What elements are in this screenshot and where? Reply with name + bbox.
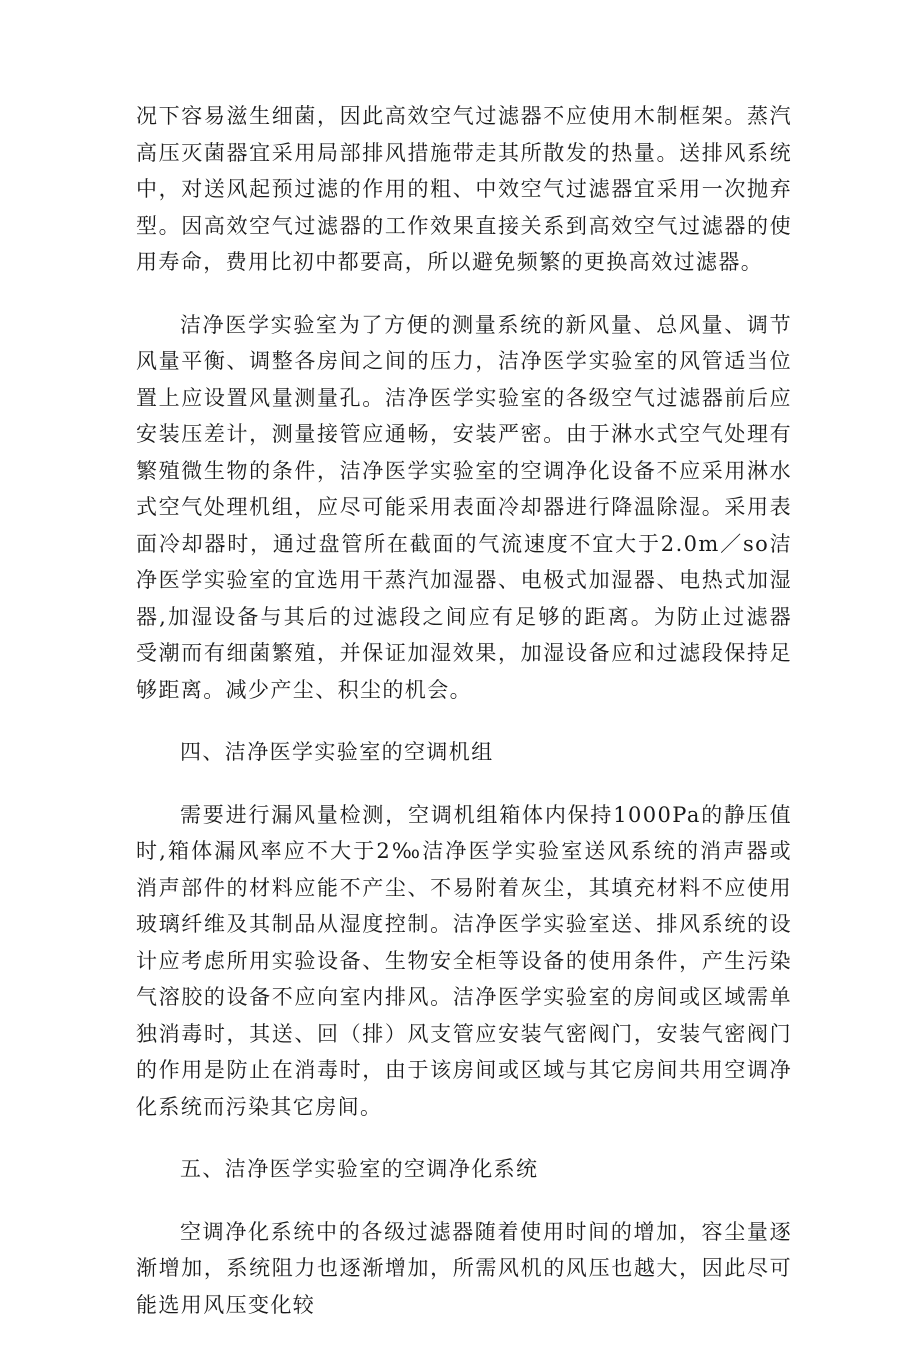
paragraph-continuation: 况下容易滋生细菌，因此高效空气过滤器不应使用木制框架。蒸汽高压灭菌器宜采用局部排风措施带走其所散发的热量。送排风系统中，对送风起预过滤的作用的粗、中效空气过滤器宜采用一次抛弃型。因高效空气过滤器的工作效果直接关系到高效空气过滤器的使用寿命，费用比初中都要高，所以避免频繁的更换高效过滤器。 bbox=[136, 104, 792, 274]
document-body bbox=[136, 98, 792, 1349]
paragraph-purification-system: 空调净化系统中的各级过滤器随着使用时间的增加，容尘量逐渐增加，系统阻力也逐渐增加，所需风机的风压也越大，因此尽可能选用风压变化较 bbox=[136, 1219, 792, 1317]
section-heading-4: 四、洁净医学实验室的空调机组 bbox=[180, 740, 494, 764]
paragraph-air-handling-unit: 需要进行漏风量检测，空调机组箱体内保持1000Pa的静压值时,箱体漏风率应不大于2‰洁净医学实验室送风系统的消声器或消声部件的材料应能不产尘、不易附着灰尘，其填充材料不应使用玻璃纤维及其制品从湿度控制。洁净医学实验室送、排风系统的设计应考虑所用实验设备、生物安全柜等设备的使用条件，产生污染气溶胶的设备不应向室内排风。洁净医学实验室的房间或区域需单独消毒时，其送、回（排）风支管应安装气密阀门，安装气密阀门的作用是防止在消毒时，由于该房间或区域与其它房间共用空调净化系统而污染其它房间。 bbox=[136, 802, 792, 1119]
section-heading-5: 五、洁净医学实验室的空调净化系统 bbox=[180, 1157, 539, 1181]
paragraph-measurement: 洁净医学实验室为了方便的测量系统的新风量、总风量、调节风量平衡、调整各房间之间的压力，洁净医学实验室的风管适当位置上应设置风量测量孔。洁净医学实验室的各级空气过滤器前后应安装压差计，测量接管应通畅，安装严密。由于淋水式空气处理有繁殖微生物的条件，洁净医学实验室的空调净化设备不应采用淋水式空气处理机组，应尽可能采用表面冷却器进行降温除湿。采用表面冷却器时，通过盘管所在截面的气流速度不宜大于2.0m／so洁净医学实验室的宜选用干蒸汽加湿器、电极式加湿器、电热式加湿器,加湿设备与其后的过滤段之间应有足够的距离。为防止过滤器受潮而有细菌繁殖，并保证加湿效果，加湿设备应和过滤段保持足够距离。减少产尘、积尘的机会。 bbox=[136, 312, 792, 702]
